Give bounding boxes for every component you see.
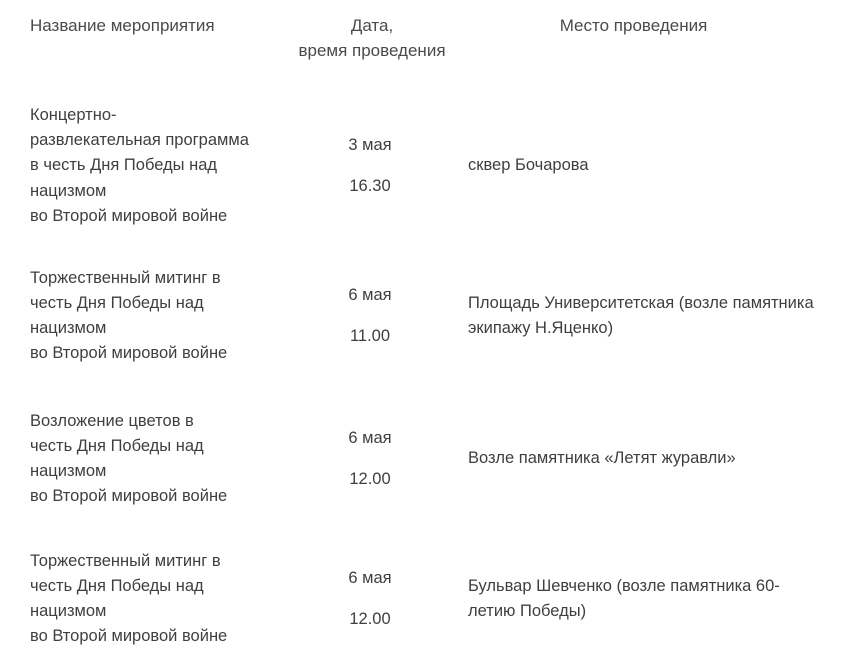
table-header-row xyxy=(0,14,845,89)
event-date-cell xyxy=(290,89,450,242)
event-name-line: во Второй мировой войне xyxy=(30,626,228,645)
event-name-line: Возложение цветов в xyxy=(30,411,194,430)
event-name-line: честь Дня Победы над xyxy=(30,576,204,595)
column-header-date-line-2: время проведения xyxy=(298,40,446,60)
event-name-line: нацизмом xyxy=(30,461,107,480)
event-name-line: Торжественный митинг в xyxy=(30,551,221,570)
event-date: 3 мая xyxy=(348,135,392,154)
event-place-cell: Площадь Университетская (возле памятника экипажу Н.Яценко) xyxy=(468,293,814,337)
event-date: 6 мая xyxy=(348,568,392,587)
column-header-date-time xyxy=(290,14,450,89)
event-time: 12.00 xyxy=(349,609,391,628)
column-header-date-line-1: Дата, xyxy=(350,16,394,35)
event-date-cell xyxy=(290,243,450,389)
event-date-cell xyxy=(290,389,450,529)
event-name-line: во Второй мировой войне xyxy=(30,343,228,362)
table-header xyxy=(0,14,845,89)
column-header-place: Место проведения xyxy=(559,16,708,35)
event-name-line: честь Дня Победы над xyxy=(30,293,204,312)
event-place-cell: сквер Бочарова xyxy=(468,156,589,175)
event-name-line: Концертно- xyxy=(30,106,117,125)
event-name-line: Торжественный митинг в xyxy=(30,268,221,287)
event-name-cell xyxy=(0,89,290,242)
event-name-line: нацизмом xyxy=(30,318,107,337)
table-row xyxy=(0,389,845,529)
table-row xyxy=(0,89,845,242)
table-body xyxy=(0,89,845,668)
events-table xyxy=(0,14,845,669)
column-header-event-name: Название мероприятия xyxy=(30,16,215,35)
event-name-line: в честь Дня Победы над xyxy=(30,156,218,175)
event-name-cell xyxy=(0,243,290,389)
event-name-line: во Второй мировой войне xyxy=(30,206,228,225)
event-time: 12.00 xyxy=(349,469,391,488)
table-row xyxy=(0,243,845,389)
event-name-line: во Второй мировой войне xyxy=(30,486,228,505)
event-name-line: честь Дня Победы над xyxy=(30,436,204,455)
event-name-line: нацизмом xyxy=(30,181,107,200)
event-date: 6 мая xyxy=(348,285,392,304)
event-name-line: нацизмом xyxy=(30,601,107,620)
event-time: 11.00 xyxy=(349,326,391,345)
event-name-line: развлекательная программа xyxy=(30,131,249,150)
event-place-cell: Возле памятника «Летят журавли» xyxy=(468,449,736,468)
event-time: 16.30 xyxy=(349,176,391,195)
event-name-cell xyxy=(0,389,290,529)
event-date: 6 мая xyxy=(348,428,392,447)
event-place-cell: Бульвар Шевченко (возле памятника 60-летию Победы) xyxy=(468,576,780,620)
